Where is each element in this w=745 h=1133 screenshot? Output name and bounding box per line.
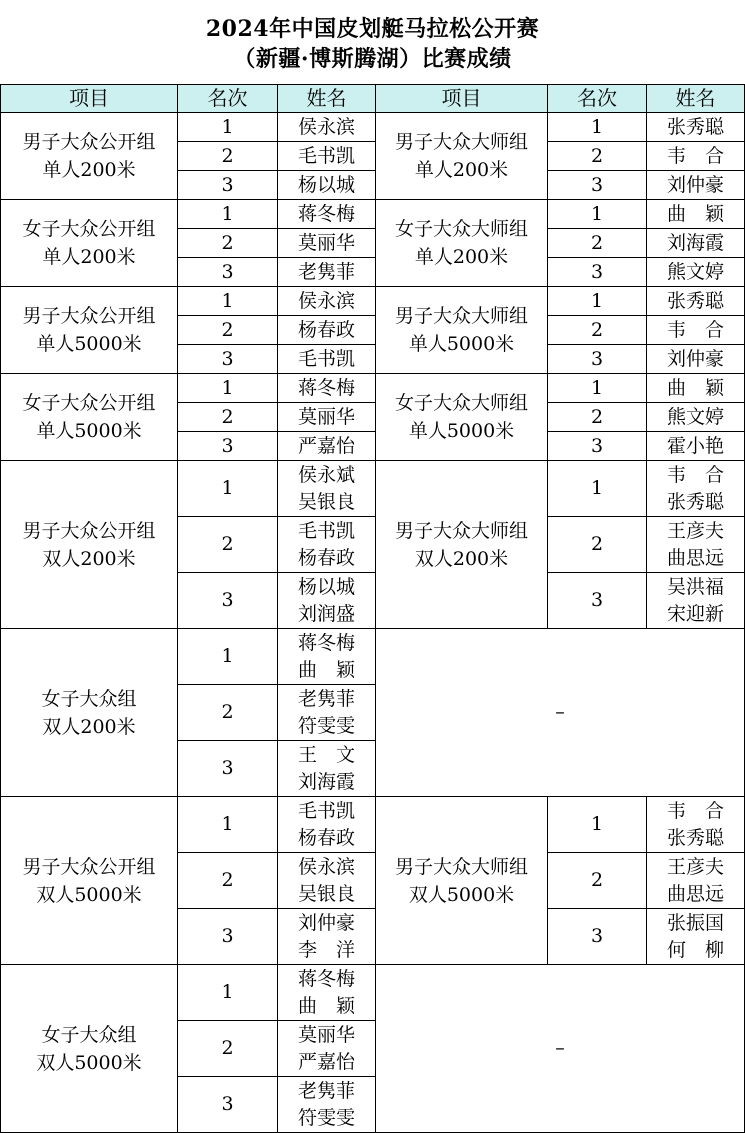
rank-cell: 1 — [548, 797, 647, 853]
name-cell — [278, 374, 376, 403]
name-cell — [278, 200, 376, 229]
athlete-name: 曲 颖 — [297, 994, 355, 1017]
event-label: 男子大众公开组 — [22, 131, 156, 153]
name-cell — [647, 403, 745, 432]
rank-cell: 2 — [548, 229, 647, 258]
name-cell — [647, 909, 745, 965]
name-cell — [278, 965, 376, 1021]
athlete-name: 吴银良 — [297, 490, 355, 513]
event-label: 女子大众大师组 — [394, 392, 528, 414]
rank-cell: 3 — [178, 741, 278, 797]
athlete-name: 毛书凯 — [297, 348, 355, 370]
name-cell — [278, 287, 376, 316]
table-row — [1, 965, 745, 1021]
athlete-name: 吴洪福 — [666, 575, 724, 598]
athlete-name: 杨春政 — [297, 826, 355, 849]
rank-cell: 1 — [178, 374, 278, 403]
athlete-name: 王彦夫 — [666, 519, 724, 542]
table-row — [1, 461, 745, 517]
name-cell — [278, 229, 376, 258]
name-cell — [647, 200, 745, 229]
athlete-name: 蒋冬梅 — [297, 203, 355, 225]
table-row — [1, 113, 745, 142]
athlete-name: 蒋冬梅 — [297, 631, 355, 654]
athlete-name: 韦 合 — [666, 319, 724, 341]
athlete-name: 张秀聪 — [666, 116, 724, 138]
athlete-name: 吴银良 — [297, 882, 355, 905]
event-cell-left — [1, 629, 178, 797]
name-cell — [647, 573, 745, 629]
rank-cell: 3 — [548, 909, 647, 965]
rank-cell: 1 — [548, 461, 647, 517]
athlete-name: 韦 合 — [666, 145, 724, 167]
rank-cell: 1 — [178, 965, 278, 1021]
athlete-name: 莫丽华 — [297, 1023, 355, 1046]
athlete-name: 老隽菲 — [297, 261, 355, 283]
event-cell-left — [1, 287, 178, 374]
athlete-name: 张秀聪 — [666, 826, 724, 849]
rank-cell: 2 — [178, 685, 278, 741]
event-label: 双人200米 — [414, 547, 509, 570]
name-cell — [647, 345, 745, 374]
rank-cell: 1 — [548, 200, 647, 229]
athlete-name: 符雯雯 — [297, 714, 355, 737]
rank-cell: 2 — [178, 229, 278, 258]
header-rank-left: 名次 — [178, 85, 278, 113]
event-cell-right — [376, 200, 548, 287]
event-label: 双人200米 — [42, 715, 136, 738]
athlete-name: 毛书凯 — [297, 145, 355, 167]
event-label: 女子大众大师组 — [394, 218, 528, 240]
event-label: 男子大众公开组 — [22, 305, 156, 327]
name-cell — [278, 403, 376, 432]
rank-cell: 2 — [178, 517, 278, 573]
rank-cell: 1 — [178, 200, 278, 229]
athlete-name: 杨春政 — [297, 546, 355, 569]
athlete-name: 刘海霞 — [297, 770, 355, 793]
rank-cell: 1 — [178, 287, 278, 316]
athlete-name: 杨春政 — [297, 319, 355, 341]
rank-cell: 2 — [548, 142, 647, 171]
name-cell — [278, 113, 376, 142]
event-label: 男子大众公开组 — [22, 855, 156, 878]
athlete-name: 刘仲豪 — [666, 348, 724, 370]
no-results-cell: – — [376, 629, 745, 797]
header-rank-right: 名次 — [548, 85, 647, 113]
athlete-name: 符雯雯 — [297, 1106, 355, 1129]
rank-cell: 2 — [178, 403, 278, 432]
athlete-name: 张振国 — [666, 911, 724, 934]
rank-cell: 3 — [178, 909, 278, 965]
header-row — [1, 85, 745, 113]
event-label: 男子大众公开组 — [22, 519, 156, 542]
event-label: 单人200米 — [414, 246, 509, 268]
rank-cell: 3 — [548, 432, 647, 461]
rank-cell: 3 — [548, 345, 647, 374]
athlete-name: 莫丽华 — [297, 406, 355, 428]
name-cell — [278, 853, 376, 909]
rank-cell: 3 — [178, 258, 278, 287]
name-cell — [278, 741, 376, 797]
rank-cell: 3 — [178, 1077, 278, 1133]
event-label: 单人200米 — [42, 246, 136, 268]
event-cell-left — [1, 797, 178, 965]
event-label: 单人5000米 — [36, 420, 142, 442]
rank-cell: 1 — [548, 113, 647, 142]
athlete-name: 毛书凯 — [297, 799, 355, 822]
event-label: 男子大众大师组 — [394, 519, 528, 542]
athlete-name: 蒋冬梅 — [297, 967, 355, 990]
rank-cell: 3 — [178, 345, 278, 374]
name-cell — [647, 853, 745, 909]
rank-cell: 1 — [178, 113, 278, 142]
event-label: 双人5000米 — [408, 883, 515, 906]
athlete-name: 熊文婷 — [666, 261, 724, 283]
name-cell — [647, 287, 745, 316]
results-table — [0, 84, 745, 1133]
athlete-name: 严嘉怡 — [297, 1050, 355, 1073]
event-cell-right — [376, 461, 548, 629]
event-cell-left — [1, 374, 178, 461]
rank-cell: 3 — [548, 258, 647, 287]
event-cell-right — [376, 374, 548, 461]
event-label: 男子大众大师组 — [394, 131, 528, 153]
name-cell — [647, 142, 745, 171]
header-event-left: 项目 — [1, 85, 178, 113]
event-cell-right — [376, 797, 548, 965]
athlete-name: 老隽菲 — [297, 687, 355, 710]
name-cell — [647, 316, 745, 345]
name-cell — [647, 258, 745, 287]
event-cell-left — [1, 461, 178, 629]
athlete-name: 曲思远 — [666, 882, 724, 905]
athlete-name: 毛书凯 — [297, 519, 355, 542]
rank-cell: 1 — [178, 461, 278, 517]
athlete-name: 刘海霞 — [666, 232, 724, 254]
rank-cell: 2 — [178, 142, 278, 171]
rank-cell: 3 — [178, 573, 278, 629]
event-label: 单人5000米 — [408, 420, 515, 442]
rank-cell: 1 — [548, 287, 647, 316]
athlete-name: 张秀聪 — [666, 290, 724, 312]
athlete-name: 曲思远 — [666, 546, 724, 569]
rank-cell: 2 — [548, 316, 647, 345]
no-results-cell: – — [376, 965, 745, 1133]
event-label: 女子大众组 — [41, 1023, 137, 1046]
athlete-name: 王 文 — [297, 743, 355, 766]
athlete-name: 曲 颖 — [666, 203, 724, 225]
name-cell — [647, 517, 745, 573]
title-line-2: （新疆·博斯腾湖）比赛成绩 — [233, 46, 512, 72]
athlete-name: 杨以城 — [297, 174, 355, 196]
title-line-1: 2024年中国皮划艇马拉松公开赛 — [205, 16, 540, 42]
event-label: 双人200米 — [42, 547, 136, 570]
rank-cell: 2 — [178, 853, 278, 909]
name-cell — [278, 797, 376, 853]
athlete-name: 杨以城 — [297, 575, 355, 598]
athlete-name: 何 柳 — [666, 938, 724, 961]
rank-cell: 1 — [178, 629, 278, 685]
name-cell — [278, 345, 376, 374]
rank-cell: 3 — [548, 573, 647, 629]
event-label: 女子大众公开组 — [22, 218, 156, 240]
table-row — [1, 374, 745, 403]
name-cell — [278, 909, 376, 965]
athlete-name: 刘仲豪 — [297, 911, 355, 934]
page-title — [0, 0, 745, 84]
event-label: 单人5000米 — [408, 333, 515, 355]
event-label: 女子大众公开组 — [22, 392, 156, 414]
event-cell-left — [1, 200, 178, 287]
event-label: 女子大众组 — [41, 687, 137, 710]
event-label: 男子大众大师组 — [394, 305, 528, 327]
name-cell — [647, 171, 745, 200]
event-cell-left — [1, 113, 178, 200]
athlete-name: 莫丽华 — [297, 232, 355, 254]
rank-cell: 2 — [548, 403, 647, 432]
athlete-name: 刘润盛 — [297, 602, 355, 625]
rank-cell: 1 — [178, 797, 278, 853]
name-cell — [647, 461, 745, 517]
name-cell — [278, 258, 376, 287]
athlete-name: 老隽菲 — [297, 1079, 355, 1102]
table-row — [1, 629, 745, 685]
athlete-name: 曲 颖 — [297, 658, 355, 681]
name-cell — [647, 432, 745, 461]
name-cell — [278, 142, 376, 171]
athlete-name: 韦 合 — [666, 799, 724, 822]
athlete-name: 韦 合 — [666, 463, 724, 486]
header-name-left: 姓名 — [278, 85, 376, 113]
name-cell — [278, 685, 376, 741]
event-label: 男子大众大师组 — [394, 855, 528, 878]
athlete-name: 王彦夫 — [666, 855, 724, 878]
athlete-name: 霍小艳 — [666, 435, 724, 457]
event-label: 单人5000米 — [36, 333, 142, 355]
athlete-name: 曲 颖 — [666, 377, 724, 399]
athlete-name: 侯永滨 — [297, 855, 355, 878]
athlete-name: 刘仲豪 — [666, 174, 724, 196]
athlete-name: 侯永滨 — [297, 116, 355, 138]
name-cell — [278, 517, 376, 573]
rank-cell: 1 — [548, 374, 647, 403]
event-label: 单人200米 — [414, 159, 509, 181]
rank-cell: 2 — [548, 517, 647, 573]
name-cell — [647, 797, 745, 853]
name-cell — [278, 461, 376, 517]
name-cell — [278, 1021, 376, 1077]
name-cell — [278, 171, 376, 200]
name-cell — [278, 573, 376, 629]
athlete-name: 蒋冬梅 — [297, 377, 355, 399]
event-label: 双人5000米 — [36, 1051, 142, 1074]
event-label: 双人5000米 — [36, 883, 142, 906]
name-cell — [647, 229, 745, 258]
event-cell-right — [376, 287, 548, 374]
event-label: 单人200米 — [42, 159, 136, 181]
event-cell-left — [1, 965, 178, 1133]
table-row — [1, 797, 745, 853]
athlete-name: 熊文婷 — [666, 406, 724, 428]
header-name-right: 姓名 — [647, 85, 745, 113]
table-row — [1, 287, 745, 316]
name-cell — [647, 113, 745, 142]
name-cell — [278, 1077, 376, 1133]
header-event-right: 项目 — [376, 85, 548, 113]
athlete-name: 李 洋 — [297, 938, 355, 961]
rank-cell: 2 — [548, 853, 647, 909]
rank-cell: 3 — [548, 171, 647, 200]
athlete-name: 宋迎新 — [666, 602, 724, 625]
name-cell — [278, 629, 376, 685]
rank-cell: 2 — [178, 316, 278, 345]
rank-cell: 3 — [178, 171, 278, 200]
athlete-name: 张秀聪 — [666, 490, 724, 513]
athlete-name: 侯永斌 — [297, 463, 355, 486]
athlete-name: 严嘉怡 — [297, 435, 355, 457]
table-row — [1, 200, 745, 229]
rank-cell: 2 — [178, 1021, 278, 1077]
athlete-name: 侯永滨 — [297, 290, 355, 312]
name-cell — [278, 432, 376, 461]
rank-cell: 3 — [178, 432, 278, 461]
event-cell-right — [376, 113, 548, 200]
name-cell — [278, 316, 376, 345]
name-cell — [647, 374, 745, 403]
